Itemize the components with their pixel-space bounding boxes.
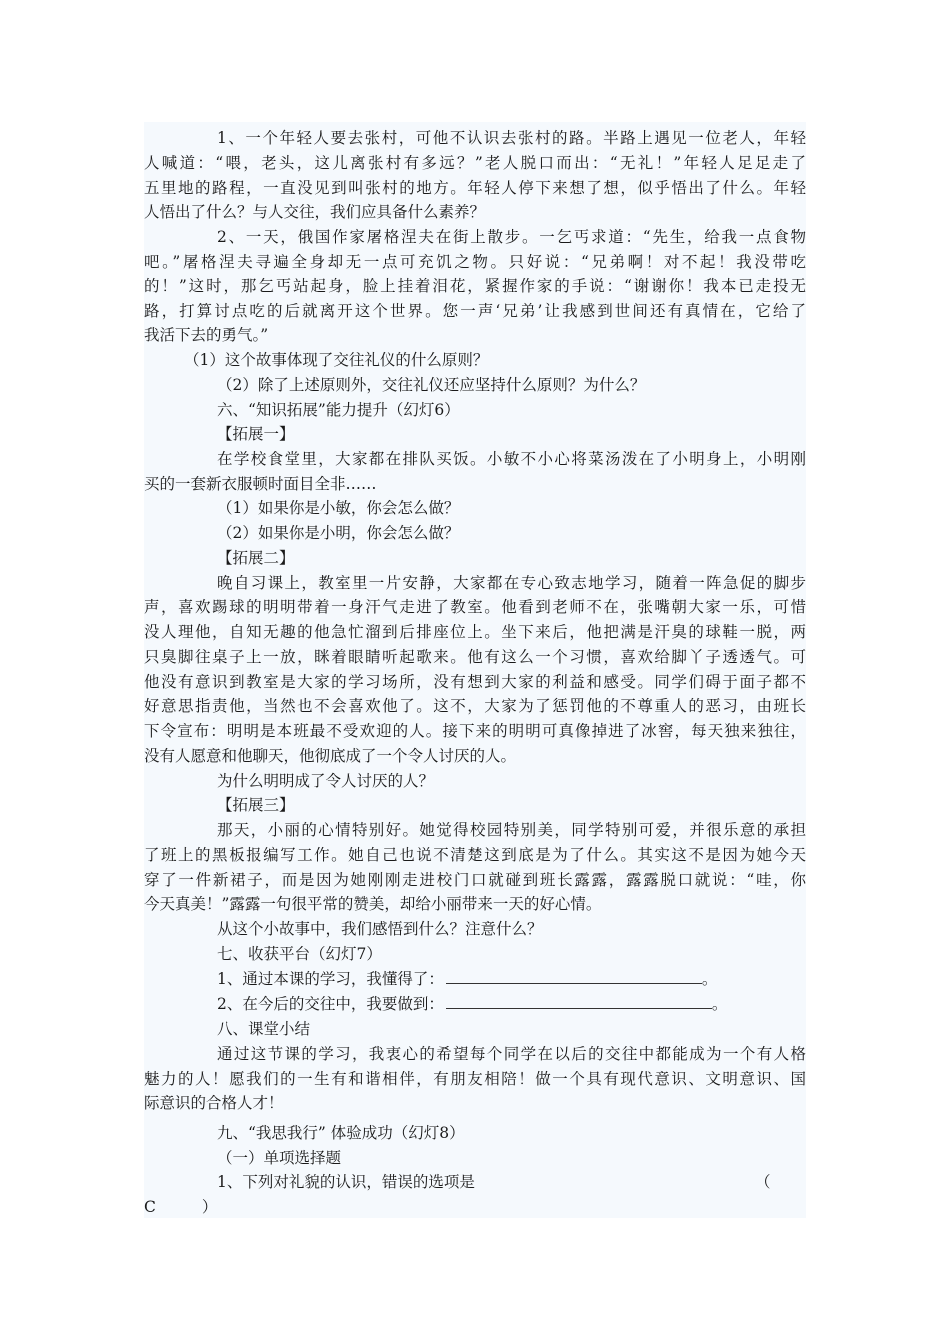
story1-line: 1、一个年轻人要去张村，可他不认识去张村的路。半路上遇见一位老人，年轻 [217, 129, 806, 147]
harvest-item-label: 2、在今后的交往中，我要做到： [217, 995, 444, 1013]
story2-question: （1）这个故事体现了交往礼仪的什么原则？ [184, 351, 489, 369]
story1-line: 人喊道：“喂，老头，这儿离张村有多远？”老人脱口而出：“无礼！”年轻人足足走了 [144, 154, 806, 172]
extension-title: 【拓展二】 [217, 549, 295, 567]
section-heading: 九、“我思我行” 体验成功（幻灯8） [217, 1124, 465, 1142]
extension-line: 晚自习课上，教室里一片安静，大家都在专心致志地学习，随着一阵急促的脚步 [217, 574, 806, 592]
extension-line: 好意思指责他，当然也不会喜欢他了。这不，大家为了惩罚他的不尊重人的恶习，由班长 [144, 697, 806, 715]
extension-line: 那天，小丽的心情特别好。她觉得校园特别美，同学特别可爱，并很乐意的承担 [217, 821, 806, 839]
extension-line: 下令宣布：明明是本班最不受欢迎的人。接下来的明明可真像掉进了冰窖，每天独来独往， [144, 722, 806, 740]
extension-line: 了班上的黑板报编写工作。她自己也说不清楚这到底是为了什么。其实这不是因为她今天 [144, 846, 806, 864]
story2-line: 的！”这时，那乞丐站起身，脸上挂着泪花，紧握作家的手说：“谢谢你！我本已走投无 [144, 277, 806, 295]
harvest-item-label: 1、通过本课的学习，我懂得了： [217, 970, 444, 988]
story2-line: 吧。”屠格涅夫寻遍全身却无一点可充饥之物。只好说：“兄弟啊！对不起！我没带吃 [144, 253, 806, 271]
summary-line: 际意识的合格人才！ [144, 1094, 284, 1112]
choice-question: 1、下列对礼貌的认识，错误的选项是 [217, 1173, 475, 1191]
story2-question: （2）除了上述原则外，交往礼仪还应坚持什么原则？为什么？ [217, 376, 646, 394]
extension-line: 穿了一件新裙子，而是因为她刚刚走进校门口就碰到班长露露，露露脱口就说：“哇，你 [144, 871, 806, 889]
extension-line: 没有人愿意和他聊天，他彻底成了一个令人讨厌的人。 [144, 747, 517, 765]
extension-question: 为什么明明成了令人讨厌的人？ [217, 772, 435, 790]
answer-blank[interactable] [446, 994, 712, 1009]
section-heading: 七、收获平台（幻灯7） [217, 945, 382, 963]
extension-line: 他没有意识到教室是大家的学习场所，没有想到大家的利益和感受。同学们碍于面子都不 [144, 673, 806, 691]
extension-question: （1）如果你是小敏，你会怎么做？ [217, 499, 460, 517]
answer-paren-close: ） [201, 1198, 218, 1216]
harvest-item-end: 。 [701, 970, 718, 988]
extension-line: 今天真美！”露露一句很平常的赞美，却给小丽带来一天的好心情。 [144, 895, 602, 913]
extension-line: 买的一套新衣服顿时面目全非…… [144, 475, 377, 493]
story2-line: 2、一天，俄国作家屠格涅夫在街上散步。一乞丐求道：“先生，给我一点食物 [217, 228, 806, 246]
extension-title: 【拓展三】 [217, 796, 295, 814]
story1-line: 五里地的路程，一直没见到叫张村的地方。年轻人停下来想了想，似乎悟出了什么。年轻 [144, 179, 806, 197]
summary-line: 魅力的人！愿我们的一生有和谐相伴，有朋友相陪！做一个具有现代意识、文明意识、国 [144, 1070, 806, 1088]
section-heading: 六、“知识拓展”能力提升（幻灯6） [217, 401, 460, 419]
harvest-item [144, 994, 879, 1014]
summary-line: 通过这节课的学习，我衷心的希望每个同学在以后的交往中都能成为一个有人格 [217, 1045, 806, 1063]
extension-line: 在学校食堂里，大家都在排队买饭。小敏不小心将菜汤泼在了小明身上，小明刚 [217, 450, 806, 468]
story1-line: 人悟出了什么？与人交往，我们应具备什么素养？ [144, 203, 486, 221]
extension-title: 【拓展一】 [217, 425, 295, 443]
answer-paren-open: （ [755, 1173, 771, 1191]
answer-blank[interactable] [446, 969, 702, 984]
extension-question: （2）如果你是小明，你会怎么做？ [217, 524, 460, 542]
subsection-heading: （一）单项选择题 [217, 1149, 342, 1167]
harvest-item [144, 969, 879, 989]
extension-line: 只臭脚往桌子上一放，眯着眼睛听起歌来。他有这么一个习惯，喜欢给脚丫子透透气。可 [144, 648, 806, 666]
story2-line: 路，打算讨点吃的后就离开这个世界。您一声‘兄弟’让我感到世间还有真情在，它给了 [144, 302, 806, 320]
extension-line: 没人理他，自知无趣的他急忙溜到后排座位上。坐下来后，他把满是汗臭的球鞋一脱，两 [144, 623, 806, 641]
extension-line: 声，喜欢踢球的明明带着一身汗气走进了教室。他看到老师不在，张嘴朝大家一乐，可惜 [144, 598, 806, 616]
section-heading: 八、课堂小结 [217, 1020, 311, 1038]
answer-value: C [144, 1198, 156, 1216]
story2-line: 我活下去的勇气。” [144, 326, 269, 344]
harvest-item-end: 。 [711, 995, 728, 1013]
answer-line [144, 1197, 224, 1217]
extension-question: 从这个小故事中，我们感悟到什么？注意什么？ [217, 920, 543, 938]
